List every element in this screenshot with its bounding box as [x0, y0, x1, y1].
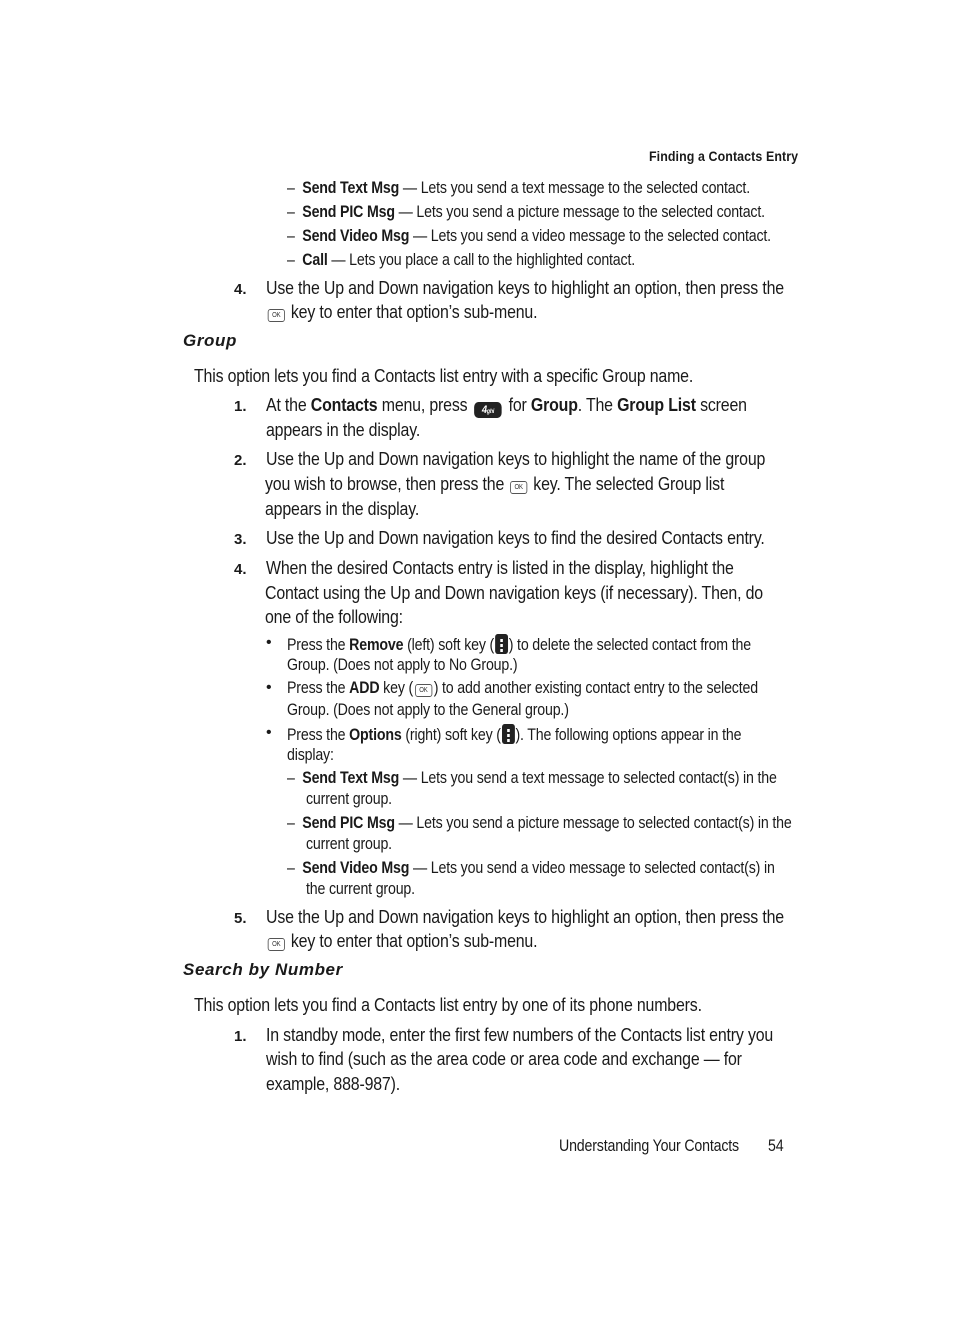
right-soft-key-icon — [502, 724, 515, 744]
option-send-pic-msg: – Send PIC Msg — Lets you send a picture message to the selected contact. — [287, 203, 765, 221]
step-number: 4. — [234, 561, 247, 578]
option-send-text-msg: – Send Text Msg — Lets you send a text message to the selected contact. — [287, 179, 750, 197]
step-text: At the Contacts menu, press 4ghi for Group. The Group List screen — [266, 394, 747, 416]
left-soft-key-icon — [495, 634, 508, 654]
section-heading-group: Group — [183, 331, 237, 350]
option-text: the current group. — [306, 880, 415, 898]
option-send-text-msg: – Send Text Msg — Lets you send a text message to selected contact(s) in the — [287, 769, 777, 787]
section-intro: This option lets you find a Contacts list entry by one of its phone numbers. — [194, 994, 702, 1015]
option-send-pic-msg: – Send PIC Msg — Lets you send a picture message to selected contact(s) in the — [287, 814, 792, 832]
ok-key-icon: OK — [415, 684, 432, 697]
step-text: Use the Up and Down navigation keys to highlight an option, then press the — [266, 906, 784, 927]
footer-section: Understanding Your Contacts — [559, 1137, 739, 1155]
bullet-mark: • — [266, 679, 272, 696]
bullet-text: Press the Options (right) soft key ( ). The following options appear in the — [287, 726, 742, 744]
step-text: OK key to enter that option’s sub-menu. — [266, 930, 537, 952]
ok-key-icon: OK — [268, 938, 285, 951]
key-4-icon: 4ghi — [474, 402, 502, 418]
bullet-mark: • — [266, 724, 272, 741]
bullet-mark: • — [266, 634, 272, 651]
step-text: In standby mode, enter the first few numbers of the Contacts list entry you — [266, 1024, 774, 1045]
step-number: 5. — [234, 910, 247, 927]
option-text: current group. — [306, 835, 392, 853]
step-text: wish to find (such as the area code or area code and exchange — for — [266, 1048, 742, 1069]
bullet-text: Group. (Does not apply to No Group.) — [287, 656, 518, 674]
step-text: appears in the display. — [266, 419, 421, 440]
bullet-text: Press the ADD key ( OK ) to add another existing contact entry to the selected — [287, 679, 758, 697]
step-number: 1. — [234, 398, 247, 415]
ok-key-icon: OK — [510, 481, 527, 494]
step-text: you wish to browse, then press the OK key. The selected Group list — [265, 473, 725, 494]
step-text: Use the Up and Down navigation keys to find the desired Contacts entry. — [266, 527, 765, 548]
step-text: example, 888-987). — [266, 1073, 400, 1094]
step-text: OK key to enter that option’s sub-menu. — [266, 301, 537, 323]
step-number: 2. — [234, 452, 247, 469]
bullet-text: Press the Remove (left) soft key ( ) to delete the selected contact from the — [287, 636, 751, 654]
option-send-video-msg: – Send Video Msg — Lets you send a video message to selected contact(s) in — [287, 859, 775, 877]
running-header: Finding a Contacts Entry — [648, 149, 798, 164]
ok-key-icon: OK — [268, 309, 285, 322]
step-text: Use the Up and Down navigation keys to highlight an option, then press the — [266, 277, 784, 298]
step-text: one of the following: — [265, 606, 403, 627]
option-text: current group. — [306, 790, 392, 808]
step-text: Use the Up and Down navigation keys to highlight the name of the group — [266, 448, 766, 469]
section-intro: This option lets you find a Contacts list entry with a specific Group name. — [194, 365, 694, 386]
bullet-text: display: — [287, 746, 334, 764]
step-number: 4. — [234, 281, 247, 298]
option-call: – Call — Lets you place a call to the highlighted contact. — [287, 251, 636, 269]
step-number: 3. — [234, 531, 247, 548]
bullet-text: Group. (Does not apply to the General group.) — [287, 701, 569, 719]
option-send-video-msg: – Send Video Msg — Lets you send a video message to the selected contact. — [287, 227, 771, 245]
step-text: Contact using the Up and Down navigation keys (if necessary). Then, do — [265, 582, 763, 603]
step-number: 1. — [234, 1028, 247, 1045]
step-text: appears in the display. — [265, 498, 420, 519]
step-text: When the desired Contacts entry is listed in the display, highlight the — [266, 557, 734, 578]
page-number: 54 — [768, 1137, 784, 1155]
section-heading-search-by-number: Search by Number — [183, 960, 343, 979]
